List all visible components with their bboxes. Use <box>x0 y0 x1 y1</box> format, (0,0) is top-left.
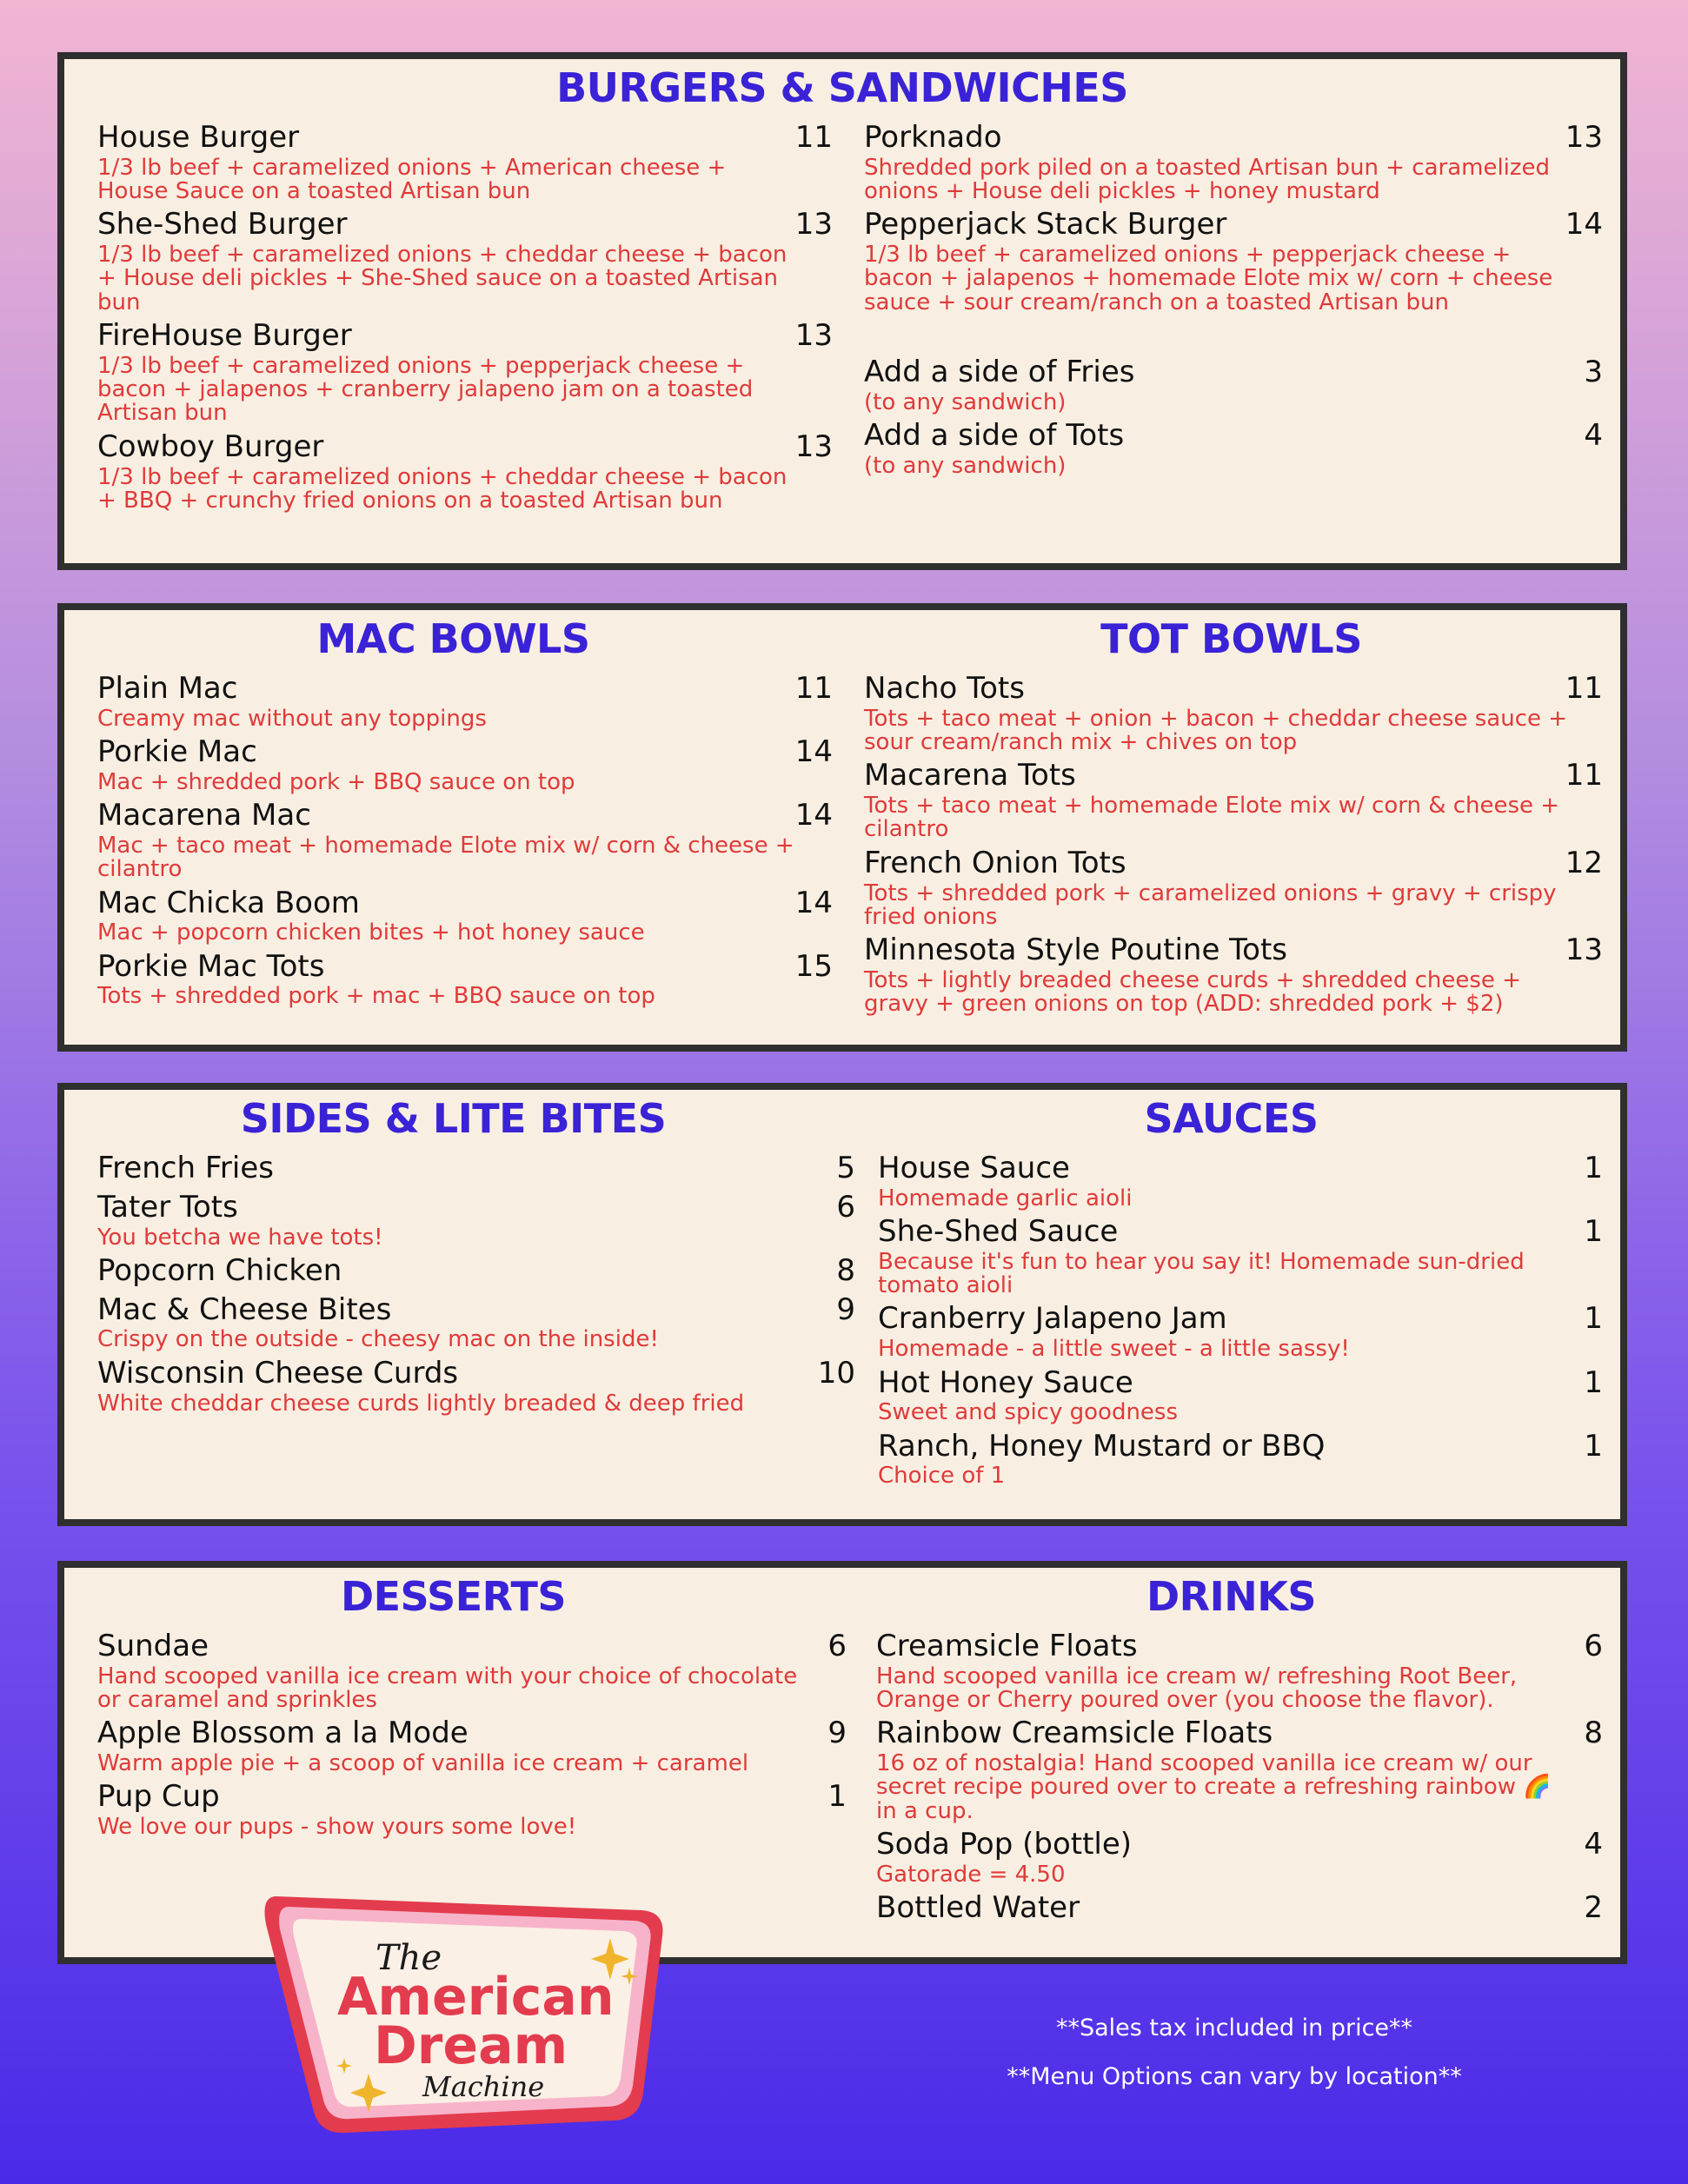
sales-tax-note: **Sales tax included in price** <box>1055 2015 1413 2041</box>
menu-item <box>97 1292 855 1352</box>
menu-item-price: 11 <box>794 671 833 706</box>
menu-item <box>97 207 833 315</box>
menu-item-description: Homemade garlic aioli <box>878 1185 1133 1211</box>
menu-item <box>876 1629 1603 1712</box>
menu-item-name: FireHouse Burger <box>97 318 352 354</box>
location-note: **Menu Options can vary by location** <box>1007 2063 1462 2090</box>
burgers-title: BURGERS & SANDWICHES <box>556 64 1128 111</box>
menu-item <box>864 120 1603 203</box>
menu-item-price: 1 <box>1584 1301 1603 1337</box>
menu-item <box>876 1716 1603 1823</box>
menu-item-name: Porkie Mac Tots <box>97 948 325 984</box>
menu-item-price: 4 <box>1584 1827 1603 1862</box>
menu-item-description: You betcha we have tots! <box>97 1224 383 1251</box>
logo-machine: Machine <box>422 2070 545 2103</box>
drinks-list <box>876 1629 1603 1929</box>
menu-item-description: 1/3 lb beef + caramelized onions + American cheese + House Sauce on a toasted Artisan bun <box>97 154 727 205</box>
bowls-panel <box>57 603 1627 1052</box>
menu-item-name: Porkie Mac <box>97 734 257 770</box>
menu-item-price: 8 <box>836 1252 855 1288</box>
menu-item <box>864 846 1603 929</box>
menu-item-description: Choice of 1 <box>878 1463 1006 1490</box>
menu-item-price: 14 <box>794 798 833 833</box>
menu-item <box>864 207 1603 315</box>
menu-item-description: Tots + shredded pork + caramelized onions + gravy + crispy fried onions <box>864 880 1557 930</box>
menu-item <box>97 429 833 513</box>
menu-item-price: 9 <box>827 1716 847 1751</box>
menu-item <box>97 1779 847 1839</box>
menu-item-description: 1/3 lb beef + caramelized onions + cheddar cheese + bacon + BBQ + crunchy fried onions on a toasted Artisan bun <box>97 463 788 514</box>
menu-item-name: Minnesota Style Poutine Tots <box>864 933 1288 968</box>
menu-item-price: 13 <box>794 318 833 354</box>
menu-item-price: 14 <box>1565 207 1603 242</box>
menu-item <box>97 120 833 203</box>
menu-item-description: (to any sandwich) <box>864 452 1067 479</box>
menu-item-name: Macarena Tots <box>864 758 1076 793</box>
menu-item-price: 1 <box>1584 1151 1603 1185</box>
menu-item-price: 1 <box>1584 1364 1603 1400</box>
menu-item-description: White cheddar cheese curds lightly breaded & deep fried <box>97 1390 745 1417</box>
menu-item-description: Hand scooped vanilla ice cream w/ refreshing Root Beer, Orange or Cherry poured over (you choose the flavor). <box>876 1663 1518 1714</box>
tot-list <box>864 671 1603 1020</box>
menu-item-description: Sweet and spicy goodness <box>878 1399 1179 1426</box>
sides-title: SIDES & LITE BITES <box>240 1095 667 1142</box>
menu-item-description: Warm apple pie + a scoop of vanilla ice cream + caramel <box>97 1750 749 1777</box>
menu-item <box>864 671 1603 754</box>
menu-item <box>876 1890 1603 1926</box>
menu-item <box>864 355 1603 415</box>
menu-item-price: 6 <box>836 1189 855 1225</box>
menu-item-name: Tater Tots <box>97 1189 238 1225</box>
menu-item-price: 6 <box>827 1629 847 1663</box>
menu-item-name: Mac & Cheese Bites <box>97 1291 392 1327</box>
burgers-sides-list <box>864 355 1603 481</box>
menu-item-description: Crispy on the outside - cheesy mac on the inside! <box>97 1326 659 1353</box>
menu-item <box>97 318 833 426</box>
menu-item-description: Because it's fun to hear you say it! Homemade sun-dried tomato aioli <box>878 1248 1525 1299</box>
menu-item-name: Ranch, Honey Mustard or BBQ <box>878 1428 1326 1464</box>
menu-item-name: Macarena Mac <box>97 798 311 833</box>
logo-sign-icon <box>261 1884 678 2145</box>
mac-list <box>97 671 833 1012</box>
menu-item-description: Tots + taco meat + onion + bacon + cheddar cheese sauce + sour cream/ranch mix + chives on top <box>864 705 1568 756</box>
menu-item-name: She-Shed Burger <box>97 207 348 242</box>
drinks-title: DRINKS <box>1146 1573 1316 1620</box>
menu-item <box>878 1151 1603 1211</box>
menu-item-name: Cranberry Jalapeno Jam <box>878 1301 1227 1337</box>
menu-item-name: Add a side of Tots <box>864 418 1125 454</box>
sauces-title: SAUCES <box>1144 1095 1319 1142</box>
logo-american: American <box>337 1967 615 2028</box>
menu-item-description: Creamy mac without any toppings <box>97 705 487 732</box>
menu-item-description: 1/3 lb beef + caramelized onions + pepperjack cheese + bacon + jalapenos + cranberry jalapeno jam on a toasted Artisan bun <box>97 352 754 427</box>
menu-item-price: 1 <box>1584 1428 1603 1464</box>
menu-item-name: Add a side of Fries <box>864 355 1135 389</box>
menu-item-description: Mac + popcorn chicken bites + hot honey sauce <box>97 919 645 946</box>
menu-item <box>97 671 833 731</box>
menu-item-name: House Sauce <box>878 1151 1070 1185</box>
menu-item-description: Shredded pork piled on a toasted Artisan bun + caramelized onions + House deli pickles + honey mustard <box>864 154 1551 205</box>
menu-item-name: Sundae <box>97 1629 209 1663</box>
menu-item <box>878 1301 1603 1361</box>
desserts-title: DESSERTS <box>340 1573 567 1620</box>
menu-item-description: Hand scooped vanilla ice cream with your choice of chocolate or caramel and sprinkles <box>97 1663 798 1714</box>
menu-item-price: 10 <box>817 1355 855 1391</box>
menu-item-price: 1 <box>827 1779 847 1815</box>
menu-item-price: 11 <box>794 120 833 155</box>
menu-item-name: Creamsicle Floats <box>876 1629 1138 1663</box>
burgers-right-list <box>864 120 1603 318</box>
menu-item-description: (to any sandwich) <box>864 388 1067 415</box>
sauces-list <box>878 1151 1603 1492</box>
menu-item-description: Tots + shredded pork + mac + BBQ sauce on top <box>97 983 655 1010</box>
menu-item <box>97 1716 847 1776</box>
mac-title: MAC BOWLS <box>316 615 590 662</box>
menu-item <box>97 1356 855 1416</box>
menu-item-name: French Onion Tots <box>864 845 1126 880</box>
menu-item <box>97 1151 855 1186</box>
menu-item-name: Pup Cup <box>97 1779 220 1815</box>
menu-item-name: Bottled Water <box>876 1890 1080 1926</box>
menu-item-price: 11 <box>1565 758 1603 793</box>
menu-item <box>97 1629 847 1712</box>
sides-panel <box>57 1083 1627 1526</box>
menu-item <box>864 758 1603 841</box>
menu-item-description: Homemade - a little sweet - a little sassy! <box>878 1336 1350 1363</box>
menu-item-name: Hot Honey Sauce <box>878 1364 1133 1400</box>
menu-item-price: 14 <box>794 885 833 920</box>
menu-item-name: Mac Chicka Boom <box>97 885 360 920</box>
menu-item-price: 5 <box>836 1151 855 1185</box>
menu-item-price: 6 <box>1584 1629 1603 1663</box>
menu-item-price: 9 <box>836 1291 855 1327</box>
menu-item <box>864 933 1603 1016</box>
menu-item-name: Porknado <box>864 120 1002 155</box>
menu-item <box>97 798 833 881</box>
menu-item-price: 13 <box>794 207 833 242</box>
menu-item-description: We love our pups - show yours some love! <box>97 1814 577 1841</box>
menu-item <box>97 886 833 946</box>
american-dream-machine-logo <box>261 1884 678 2145</box>
menu-item-description: 16 oz of nostalgia! Hand scooped vanilla ice cream w/ our secret recipe poured over to create a refreshing rainbow 🌈 in a cup. <box>876 1750 1552 1824</box>
menu-item-price: 1 <box>1584 1214 1603 1250</box>
menu-item-price: 13 <box>1565 120 1603 155</box>
menu-item <box>97 1190 855 1250</box>
menu-item <box>878 1214 1603 1298</box>
menu-item-description: 1/3 lb beef + caramelized onions + pepperjack cheese + bacon + jalapenos + homemade Elote mix w/ corn + cheese sauce + sour cream/ranch on a toasted Artisan bun <box>864 242 1553 315</box>
menu-item-price: 4 <box>1584 418 1603 454</box>
burgers-left-list <box>97 120 833 516</box>
menu-item-price: 13 <box>1565 933 1603 968</box>
menu-item-name: Cowboy Burger <box>97 428 324 464</box>
menu-item-price: 14 <box>794 734 833 770</box>
menu-item-name: Popcorn Chicken <box>97 1252 342 1288</box>
menu-item-name: Soda Pop (bottle) <box>876 1827 1133 1862</box>
menu-item-name: She-Shed Sauce <box>878 1214 1119 1250</box>
menu-item-name: Pepperjack Stack Burger <box>864 207 1227 242</box>
menu-item-name: Wisconsin Cheese Curds <box>97 1355 459 1391</box>
menu-item-name: Plain Mac <box>97 671 238 706</box>
menu-item <box>878 1365 1603 1425</box>
menu-item <box>878 1429 1603 1489</box>
menu-item-price: 12 <box>1565 845 1603 880</box>
menu-item-price: 11 <box>1565 671 1603 706</box>
menu-item-name: Nacho Tots <box>864 671 1025 706</box>
menu-item-price: 13 <box>794 428 833 464</box>
desserts-list <box>97 1629 847 1843</box>
menu-item-price: 2 <box>1584 1890 1603 1926</box>
sides-list <box>97 1151 855 1419</box>
menu-item-price: 3 <box>1584 355 1603 389</box>
logo-the: The <box>375 1938 442 1978</box>
menu-item-description: Mac + taco meat + homemade Elote mix w/ corn & cheese + cilantro <box>97 832 794 883</box>
burgers-panel <box>57 52 1627 570</box>
menu-item-description: Gatorade = 4.50 <box>876 1861 1066 1888</box>
menu-item-price: 15 <box>794 948 833 984</box>
menu-item-name: House Burger <box>97 120 300 155</box>
menu-item-description: 1/3 lb beef + caramelized onions + cheddar cheese + bacon + House deli pickles + She-Shed sauce on a toasted Artisan bun <box>97 242 788 315</box>
menu-item <box>97 734 833 794</box>
menu-item-name: Apple Blossom a la Mode <box>97 1716 469 1751</box>
menu-item <box>864 418 1603 478</box>
menu-item-description: Tots + taco meat + homemade Elote mix w/ corn & cheese + cilantro <box>864 793 1560 843</box>
menu-item-name: French Fries <box>97 1151 274 1185</box>
menu-item <box>97 1253 855 1289</box>
logo-dream: Dream <box>374 2015 568 2076</box>
tot-title: TOT BOWLS <box>1100 615 1362 662</box>
menu-item-description: Mac + shredded pork + BBQ sauce on top <box>97 768 575 795</box>
menu-item-name: Rainbow Creamsicle Floats <box>876 1716 1273 1751</box>
menu-item-price: 8 <box>1584 1716 1603 1751</box>
menu-item <box>876 1827 1603 1887</box>
menu-item <box>97 949 833 1009</box>
menu-item-description: Tots + lightly breaded cheese curds + shredded cheese + gravy + green onions on top (ADD: shredded pork + $2) <box>864 966 1521 1018</box>
